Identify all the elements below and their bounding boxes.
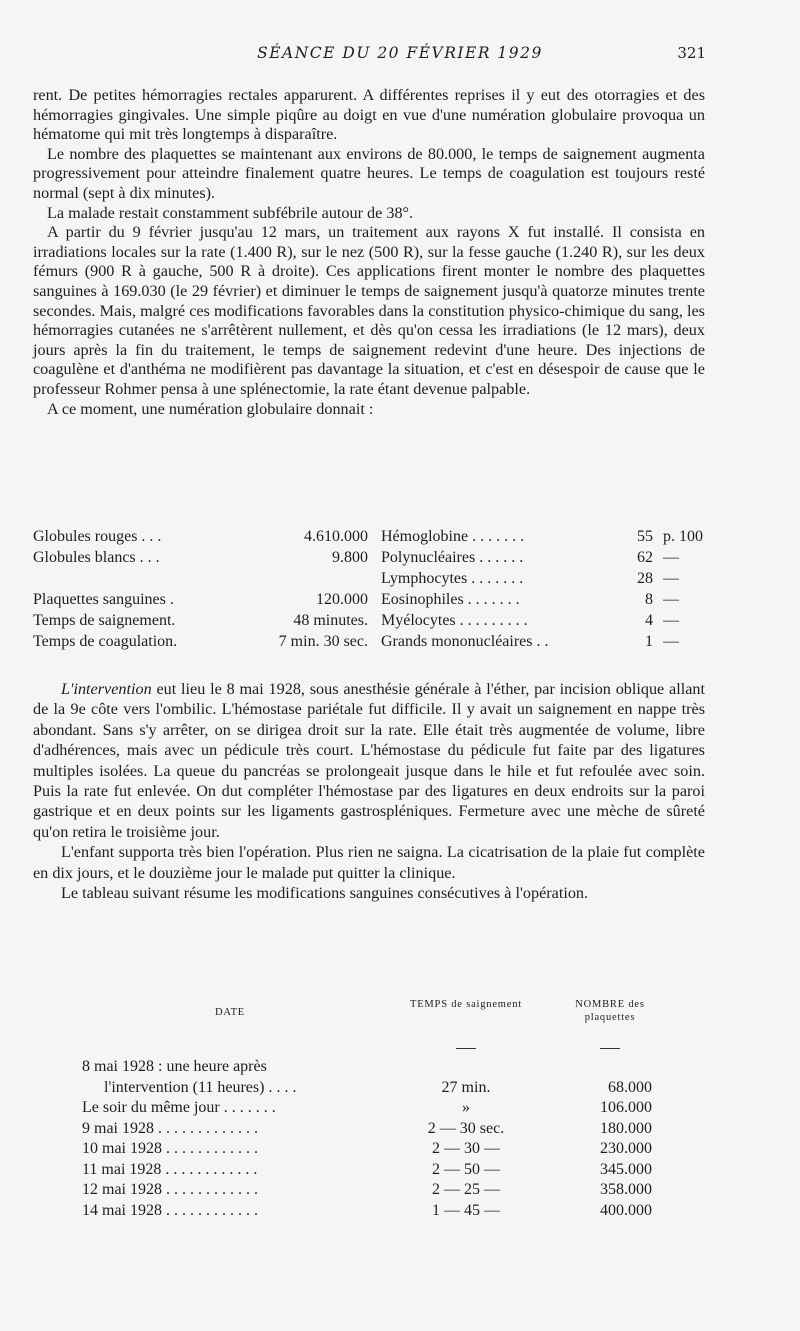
left-value: 48 minutes. [293, 612, 368, 629]
platelet-table [60, 998, 700, 1222]
left-value: 4.610.000 [304, 528, 368, 545]
time-cell: 1 — 45 — [432, 1201, 500, 1219]
date-cell: l'intervention (11 heures) . . . . [104, 1078, 297, 1096]
blood-count-row [33, 589, 705, 610]
count-cell: 230.000 [600, 1140, 652, 1157]
count-cell: 180.000 [600, 1119, 652, 1137]
running-header [0, 44, 800, 68]
left-label: Temps de saignement. [33, 612, 176, 629]
time-cell: 2 — 50 — [432, 1160, 500, 1178]
paragraph: Le tableau suivant résume les modifications sanguines consécutives à l'opération. [61, 884, 589, 903]
right-unit: p. 100 [663, 528, 703, 545]
time-cell: 2 — 25 — [432, 1181, 500, 1198]
time-cell: 2 — 30 sec. [427, 1119, 505, 1137]
left-value: 9.800 [332, 549, 368, 566]
blood-count-row [33, 610, 705, 631]
count-cell: 400.000 [600, 1201, 652, 1219]
count-cell: 358.000 [600, 1181, 652, 1198]
right-unit: — [663, 549, 679, 566]
table-row [60, 1161, 700, 1182]
right-value: 62 [637, 549, 653, 566]
paragraph: L'enfant supporta très bien l'opération. Plus rien ne saigna. La cicatrisation de la plaie fut complète en dix jours, et le douzième jour le malade put quitter la clinique. [33, 843, 705, 882]
date-cell: 8 mai 1928 : une heure après [82, 1058, 267, 1075]
body-text-bottom [33, 679, 705, 903]
date-cell: 14 mai 1928 . . . . . . . . . . . . [82, 1201, 258, 1219]
blood-count-row [33, 568, 705, 589]
right-value: 1 [645, 633, 653, 650]
right-label: Lymphocytes . . . . . . . [381, 570, 524, 587]
table-row [60, 1181, 700, 1202]
right-label: Polynucléaires . . . . . . [381, 549, 524, 566]
left-label: Plaquettes sanguines . [33, 591, 174, 608]
count-cell: 345.000 [600, 1160, 652, 1178]
rule [600, 1048, 620, 1049]
right-unit: — [663, 612, 679, 629]
paragraph: A ce moment, une numération globulaire donnait : [47, 399, 374, 418]
blood-count-row [33, 547, 705, 568]
table-row [60, 1140, 700, 1161]
left-label: Globules rouges . . . [33, 528, 162, 545]
right-label: Grands mononucléaires . . [381, 633, 549, 650]
table-row [60, 1079, 700, 1100]
header-time: TEMPS de saignement [409, 999, 523, 1010]
right-value: 28 [637, 570, 653, 587]
page-number: 321 [677, 44, 706, 62]
right-label: Eosinophiles . . . . . . . [381, 591, 520, 608]
header-rules [60, 1044, 700, 1058]
count-cell: 106.000 [600, 1099, 652, 1116]
intervention-italic: L'intervention [61, 680, 152, 698]
date-cell: 12 mai 1928 . . . . . . . . . . . . [82, 1181, 258, 1198]
blood-count-row [33, 631, 705, 652]
paragraph: La malade restait constamment subfébrile autour de 38°. [47, 203, 414, 222]
right-label: Myélocytes . . . . . . . . . [381, 612, 528, 629]
body-text-top [33, 86, 705, 419]
date-cell: 11 mai 1928 . . . . . . . . . . . . [82, 1160, 258, 1178]
right-value: 55 [637, 528, 653, 545]
header-count: NOMBRE des plaquettes [575, 999, 645, 1023]
right-unit: — [663, 633, 679, 650]
right-unit: — [663, 570, 679, 587]
paragraph: rent. De petites hémorragies rectales apparurent. A différentes reprises il y eut des otorragies et des hémorragies gingivales. Une simple piqûre au doigt en vue d'une numération globulaire provoqua un hématome qui mit très longtemps à disparaître. [33, 86, 705, 144]
blood-count-row [33, 526, 705, 547]
left-value: 7 min. 30 sec. [278, 633, 368, 650]
time-cell: » [462, 1099, 470, 1116]
rule [456, 1048, 476, 1049]
left-value: 120.000 [316, 591, 368, 608]
paragraph-text: eut lieu le 8 mai 1928, sous anesthésie générale à l'éther, par incision oblique allant de la 9e côte vers l'ombilic. L'hémostase pariétale fut difficile. Il y avait un saignement en nappe très abondant. Sans s'y arrêter, on se dirigea droit sur la rate. Elle était très augmentée de volume, libre d'adhérences, mais avec un pédicule très court. L'hémostase du pédicule fut faite par des ligatures multiples isolées. La queue du pancréas se prolongeait jusque dans le hile et fut refoulée avec soin. Puis la rate fut enlevée. On dut compléter l'hémostase par des ligatures en deux endroits sur la paroi gastrique et en deux points sur les ligaments gastrospléniques. Fermeture avec une mèche de sûreté qu'on retira le troisième jour. [33, 680, 705, 841]
paragraph [33, 679, 705, 842]
right-value: 4 [645, 612, 653, 629]
time-cell: 27 min. [441, 1078, 491, 1096]
date-cell: 9 mai 1928 . . . . . . . . . . . . . [82, 1119, 258, 1137]
header-date: DATE [214, 1007, 246, 1018]
right-value: 8 [645, 591, 653, 608]
right-unit: — [663, 591, 679, 608]
table-row [60, 1099, 700, 1120]
date-cell: Le soir du même jour . . . . . . . [82, 1099, 276, 1116]
right-label: Hémoglobine . . . . . . . [381, 528, 525, 545]
table-row [60, 1120, 700, 1141]
left-label: Globules blancs . . . [33, 549, 160, 566]
table-header [60, 998, 700, 1044]
blood-count-table [33, 526, 705, 652]
table-row [60, 1058, 700, 1079]
table-row [60, 1202, 700, 1223]
paragraph: Le nombre des plaquettes se maintenant aux environs de 80.000, le temps de saignement augmenta progressivement pour atteindre finalement quatre heures. Le temps de coagulation est toujours resté normal (sept à dix minutes). [33, 144, 705, 202]
running-title: SÉANCE DU 20 FÉVRIER 1929 [257, 44, 543, 62]
left-label: Temps de coagulation. [33, 633, 178, 650]
count-cell: 68.000 [608, 1078, 652, 1096]
paragraph: A partir du 9 février jusqu'au 12 mars, un traitement aux rayons X fut installé. Il consista en irradiations locales sur la rate (1.400 R), sur le nez (500 R), sur la fesse gauche (1.240 R), sur les deux fémurs (900 R à gauche, 500 R à droite). Ces applications firent monter le nombre des plaquettes sanguines à 169.030 (le 29 février) et diminuer le temps de saignement jusqu'à quatorze minutes trente secondes. Mais, malgré ces modifications favorables dans la constitution physico-chimique du sang, les hémorragies cutanées ne s'arrêtèrent nullement, et dès qu'on cessa les irradiations (le 12 mars), deux jours après la fin du traitement, le temps de saignement redevint d'une heure. Des injections de coagulène et d'anthéma ne modifièrent pas davantage la situation, et c'est en désespoir de cause que le professeur Rohmer pensa à une splénectomie, la rate étant devenue palpable. [33, 223, 705, 398]
date-cell: 10 mai 1928 . . . . . . . . . . . . [82, 1140, 258, 1157]
time-cell: 2 — 30 — [432, 1140, 500, 1157]
